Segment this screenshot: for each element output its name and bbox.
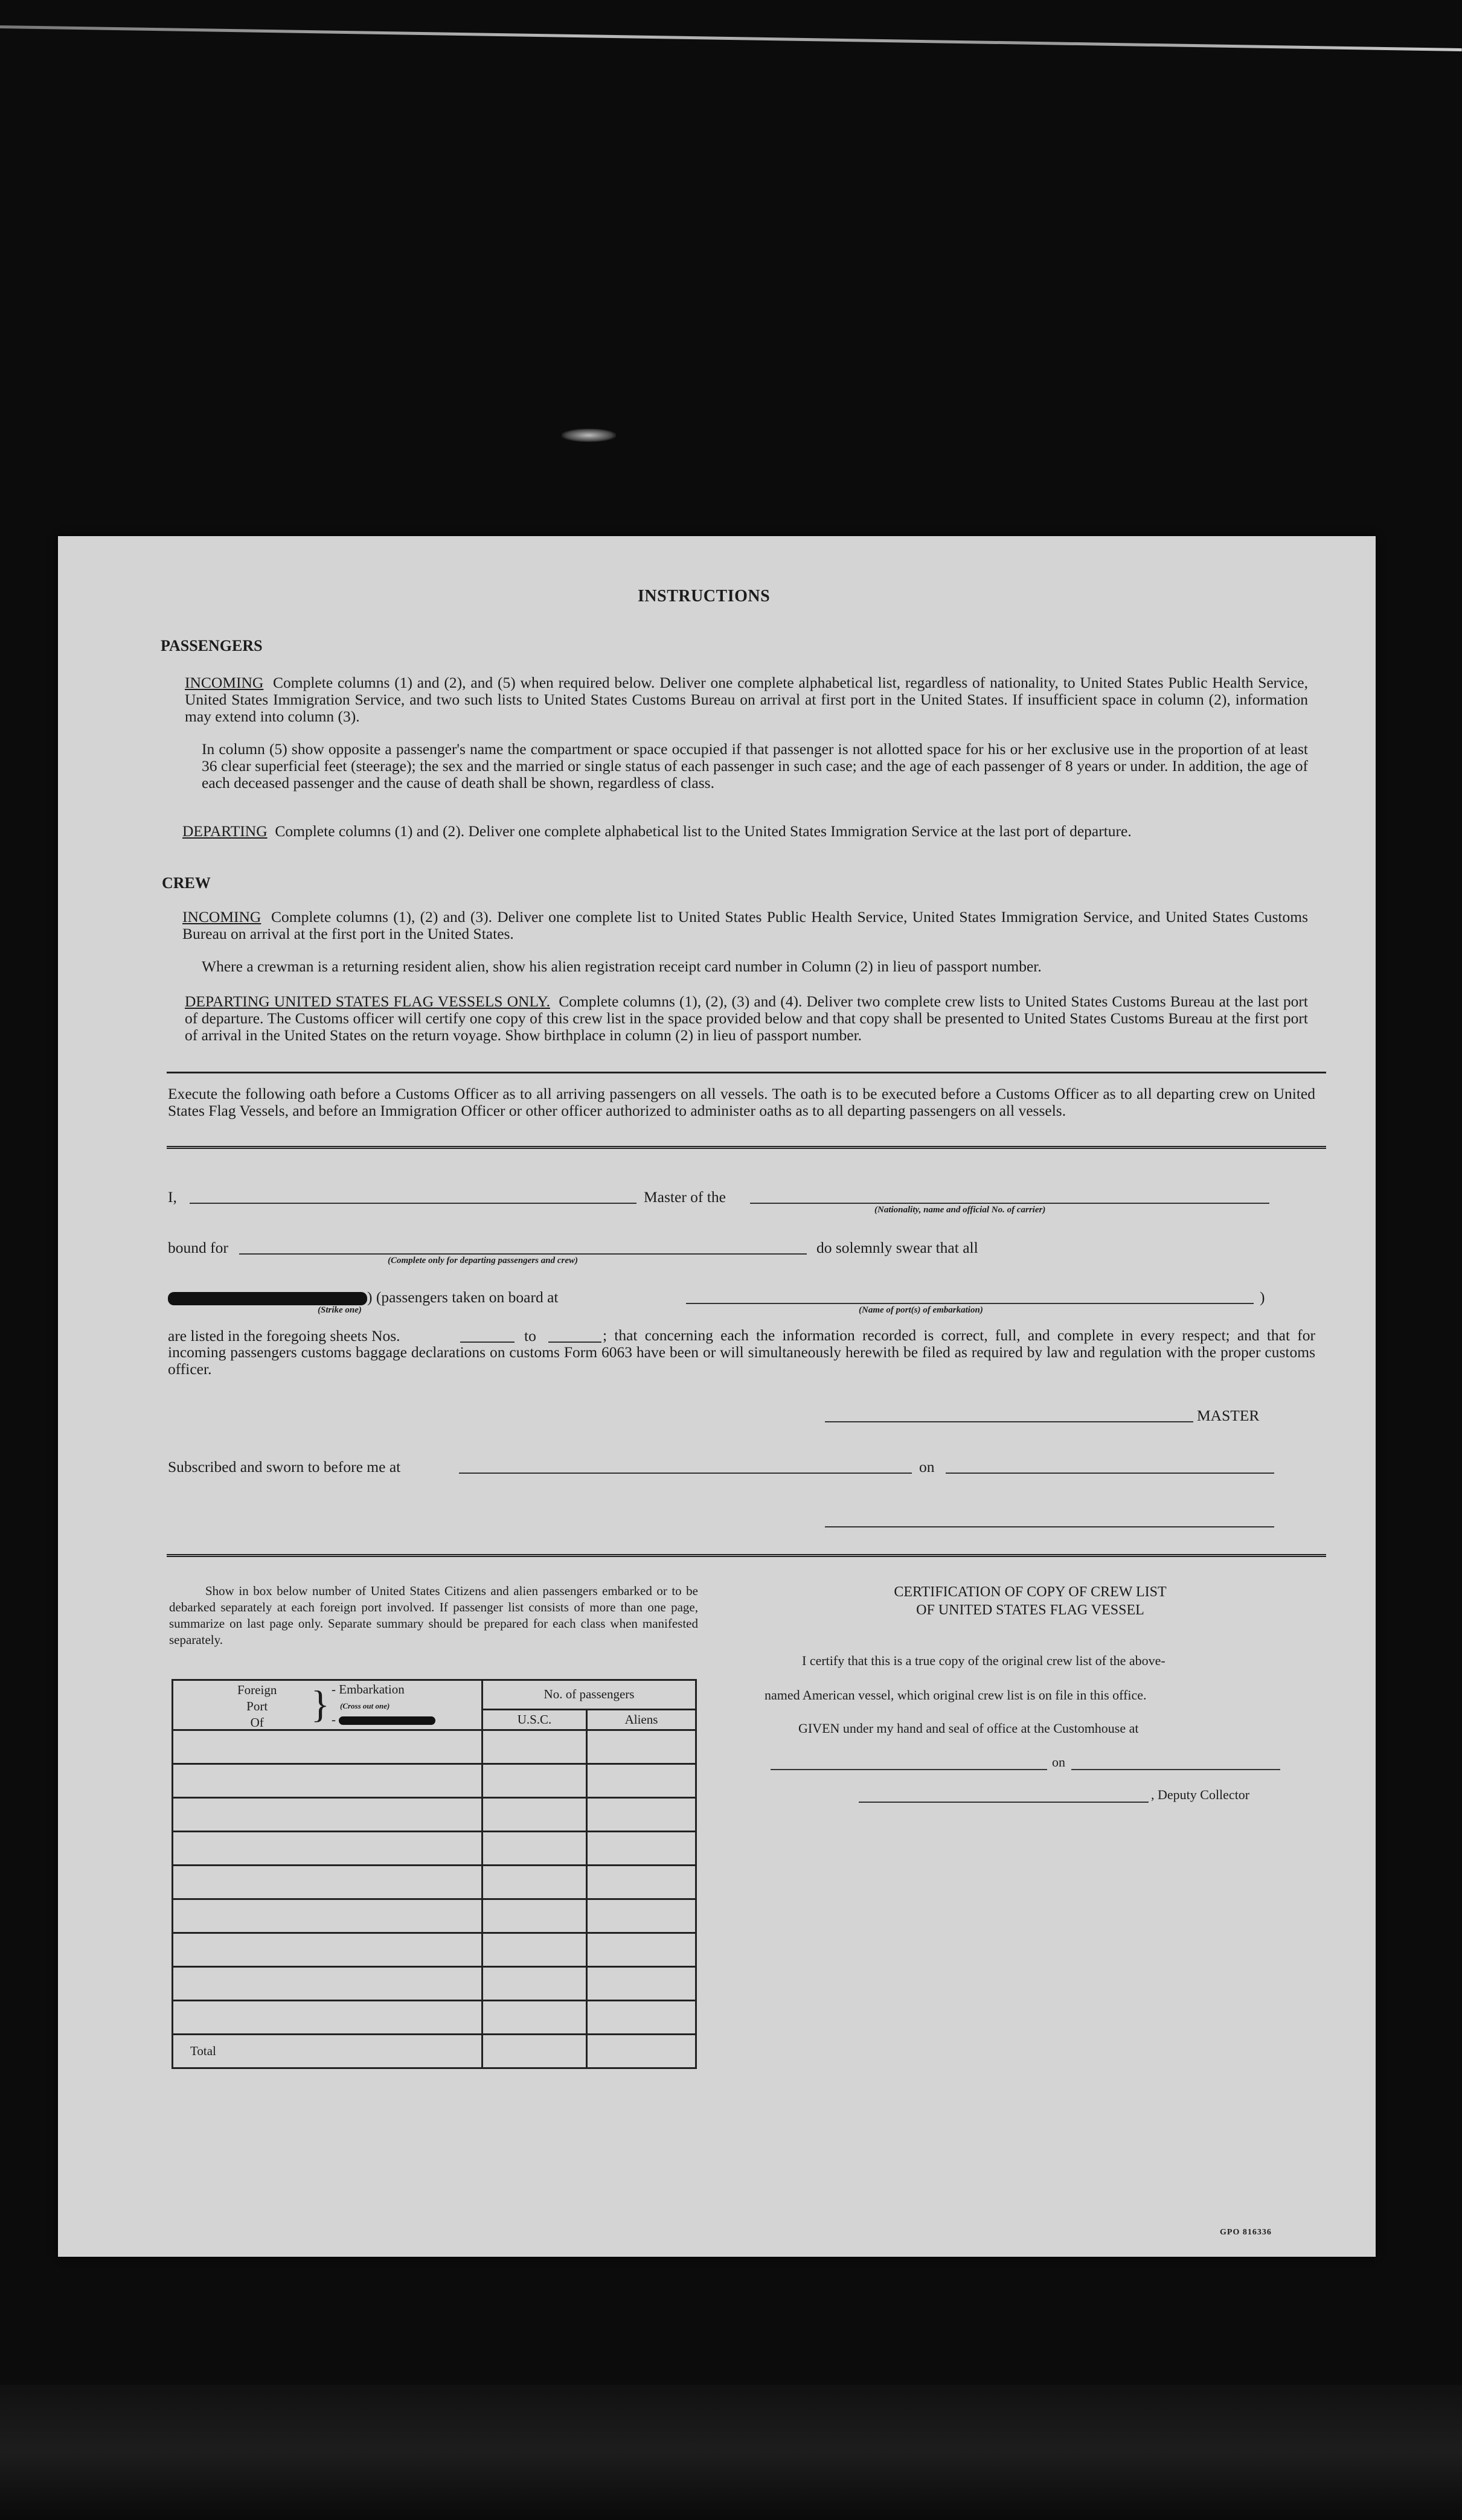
certification-title-line2: OF UNITED STATES FLAG VESSEL [916,1602,1144,1618]
summary-instructions: Show in box below number of United States Citizens and alien passengers embarked or to be debarked separately at each foreign port involved. If passenger list consists of more than one page, summarize on last page only. Separate summary should be prepared for each class when manifested separately. [169,1584,698,1647]
close-paren: ) [1260,1288,1265,1306]
incoming-passengers-block [185,674,1308,725]
departing-label: DEPARTING [182,822,268,840]
nationality-caption: (Nationality, name and official No. of carrier) [874,1205,1046,1215]
scan-bottom-edge [0,2385,1462,2520]
master-signature-field[interactable] [825,1421,1193,1422]
certification-title [777,1583,1284,1619]
redaction-mark [339,1716,435,1725]
document-page [58,536,1376,2257]
column5-paragraph: In column (5) show opposite a passenger's name the compartment or space occupied if that passenger is not allotted space for his or her exclusive use in the proportion of at least 36 clear superficial feet (steerage); the sex and the married or single status of each passenger in such case; and the age of each passenger of 8 years or under. In addition, the age of each deceased passenger and the cause of death shall be shown, regardless of class. [202,740,1308,791]
sworn-date-field[interactable] [946,1473,1274,1474]
certify-on-label: on [1052,1754,1065,1770]
do-swear-label: do solemnly swear that all [816,1239,978,1256]
master-name-field[interactable] [190,1203,636,1204]
strike-caption: (Strike one) [318,1305,362,1315]
embarkation-label: - Embarkation [332,1682,405,1697]
table-row [173,1967,696,2001]
foreign-label: Foreign [237,1683,277,1697]
divider-rule [167,1072,1326,1073]
table-row [173,1832,696,1866]
crew-departing-label: DEPARTING UNITED STATES FLAG VESSELS ONLY. [185,993,550,1010]
crew-departing-text: Complete columns (1), (2), (3) and (4). Deliver two complete crew lists to United States Customs Bureau at the last port of departure. The Customs officer will certify one copy of this crew list in the space provided below and that copy shall be presented to United States Customs Bureau at the first port of arrival in the United States on the return voyage. Show birthplace in column (2) in lieu of passport number. [185,993,1309,1044]
carrier-field[interactable] [750,1203,1269,1204]
customhouse-field[interactable] [771,1769,1047,1770]
sworn-place-field[interactable] [459,1473,912,1474]
table-row [173,1866,696,1899]
crew-incoming-block [182,909,1308,942]
deputy-signature-field[interactable] [859,1802,1149,1803]
gpo-code: GPO 816336 [1220,2228,1272,2237]
sworn-on-label: on [919,1458,935,1476]
oath-i: I, [168,1188,177,1206]
table-row [173,1798,696,1832]
debarkation-redacted: - [332,1712,435,1727]
table-row [173,1899,696,1933]
certify-line2: named American vessel, which original crew list is on file in this office. [765,1687,1147,1703]
crew-departing-block [185,993,1308,1044]
of-label: Of [250,1715,264,1730]
table-row [173,2001,696,2035]
aliens-header: Aliens [587,1709,696,1730]
listed-continuation: ; that concerning each the information recorded is correct, full, and complete in every respect; and that for incoming passengers customs baggage declarations on customs Form 6063 have been or will simultaneously herewith be filed as required by law and regulation with the proper customs officer. [168,1326,1315,1378]
redaction-mark [168,1292,367,1305]
total-label: Total [173,2035,483,2068]
officer-signature-field[interactable] [825,1526,1274,1527]
passengers-heading: PASSENGERS [161,637,263,654]
port-caption: (Name of port(s) of embarkation) [859,1305,983,1315]
departing-text: Complete columns (1) and (2). Deliver one complete alphabetical list to the United States Immigration Service at the last port of departure. [275,822,1132,840]
table-row [173,1933,696,1967]
crew-resident-paragraph: Where a crewman is a returning resident alien, show his alien registration receipt card number in Column (2) in lieu of passport number. [202,958,1042,975]
certify-line1: I certify that this is a true copy of the original crew list of the above- [802,1653,1165,1668]
no-passengers-header: No. of passengers [483,1680,696,1710]
deputy-collector-label: , Deputy Collector [1151,1787,1250,1802]
oath-instructions: Execute the following oath before a Customs Officer as to all arriving passengers on all vessels. The oath is to be executed before a Customs Officer as to all departing crew on United States Flag Vessels, and before an Immigration Officer or other officer authorized to administer oaths as to all departing passengers on all vessels. [168,1085,1315,1119]
bound-for-label: bound for [168,1239,228,1256]
passengers-taken-line [168,1288,559,1306]
listed-label: are listed in the foregoing sheets Nos. [168,1327,400,1345]
scan-top-edge [0,25,1462,51]
passengers-taken-label: ) (passengers taken on board at [367,1288,559,1306]
certify-date-field[interactable] [1071,1769,1280,1770]
table-row [173,1730,696,1764]
page-title: INSTRUCTIONS [638,587,771,606]
master-of-the-label: Master of the [644,1188,726,1206]
incoming-label: INCOMING [185,674,264,691]
master-label: MASTER [1197,1407,1260,1424]
crew-incoming-label: INCOMING [182,908,261,926]
table-row [173,1764,696,1798]
embarkation-port-field[interactable] [686,1303,1254,1304]
incoming-text: Complete columns (1) and (2), and (5) when required below. Deliver one complete alphabetical list, regardless of nationality, to United States Public Health Service, United States Immigration Service, and two such lists to United States Customs Bureau on arrival at first port in the United States. If insufficient space in column (2), information may extend into column (3). [185,674,1309,725]
bound-for-field[interactable] [239,1253,807,1255]
scan-smudge [562,429,616,442]
divider-double-rule [167,1146,1326,1149]
brace-icon: } [311,1683,330,1725]
usc-header: U.S.C. [483,1709,587,1730]
crew-incoming-text: Complete columns (1), (2) and (3). Deliver one complete list to United States Public Health Service, United States Immigration Service, and United States Customs Bureau on arrival at the first port in the United States. [182,908,1309,942]
crew-heading: CREW [162,874,211,892]
passenger-summary-table [172,1679,697,2069]
subscribed-label: Subscribed and sworn to before me at [168,1458,401,1476]
certification-title-line1: CERTIFICATION OF COPY OF CREW LIST [894,1584,1167,1600]
to-label: to [524,1327,536,1345]
bound-caption: (Complete only for departing passengers and crew) [388,1256,578,1265]
divider-double-rule-2 [167,1554,1326,1557]
cross-out-caption: (Cross out one) [340,1701,390,1710]
port-label: Port [246,1699,268,1713]
certify-line3: GIVEN under my hand and seal of office at the Customhouse at [798,1721,1139,1736]
port-header-cell [173,1680,483,1730]
total-row [173,2035,696,2068]
departing-passengers-block [182,823,1308,840]
